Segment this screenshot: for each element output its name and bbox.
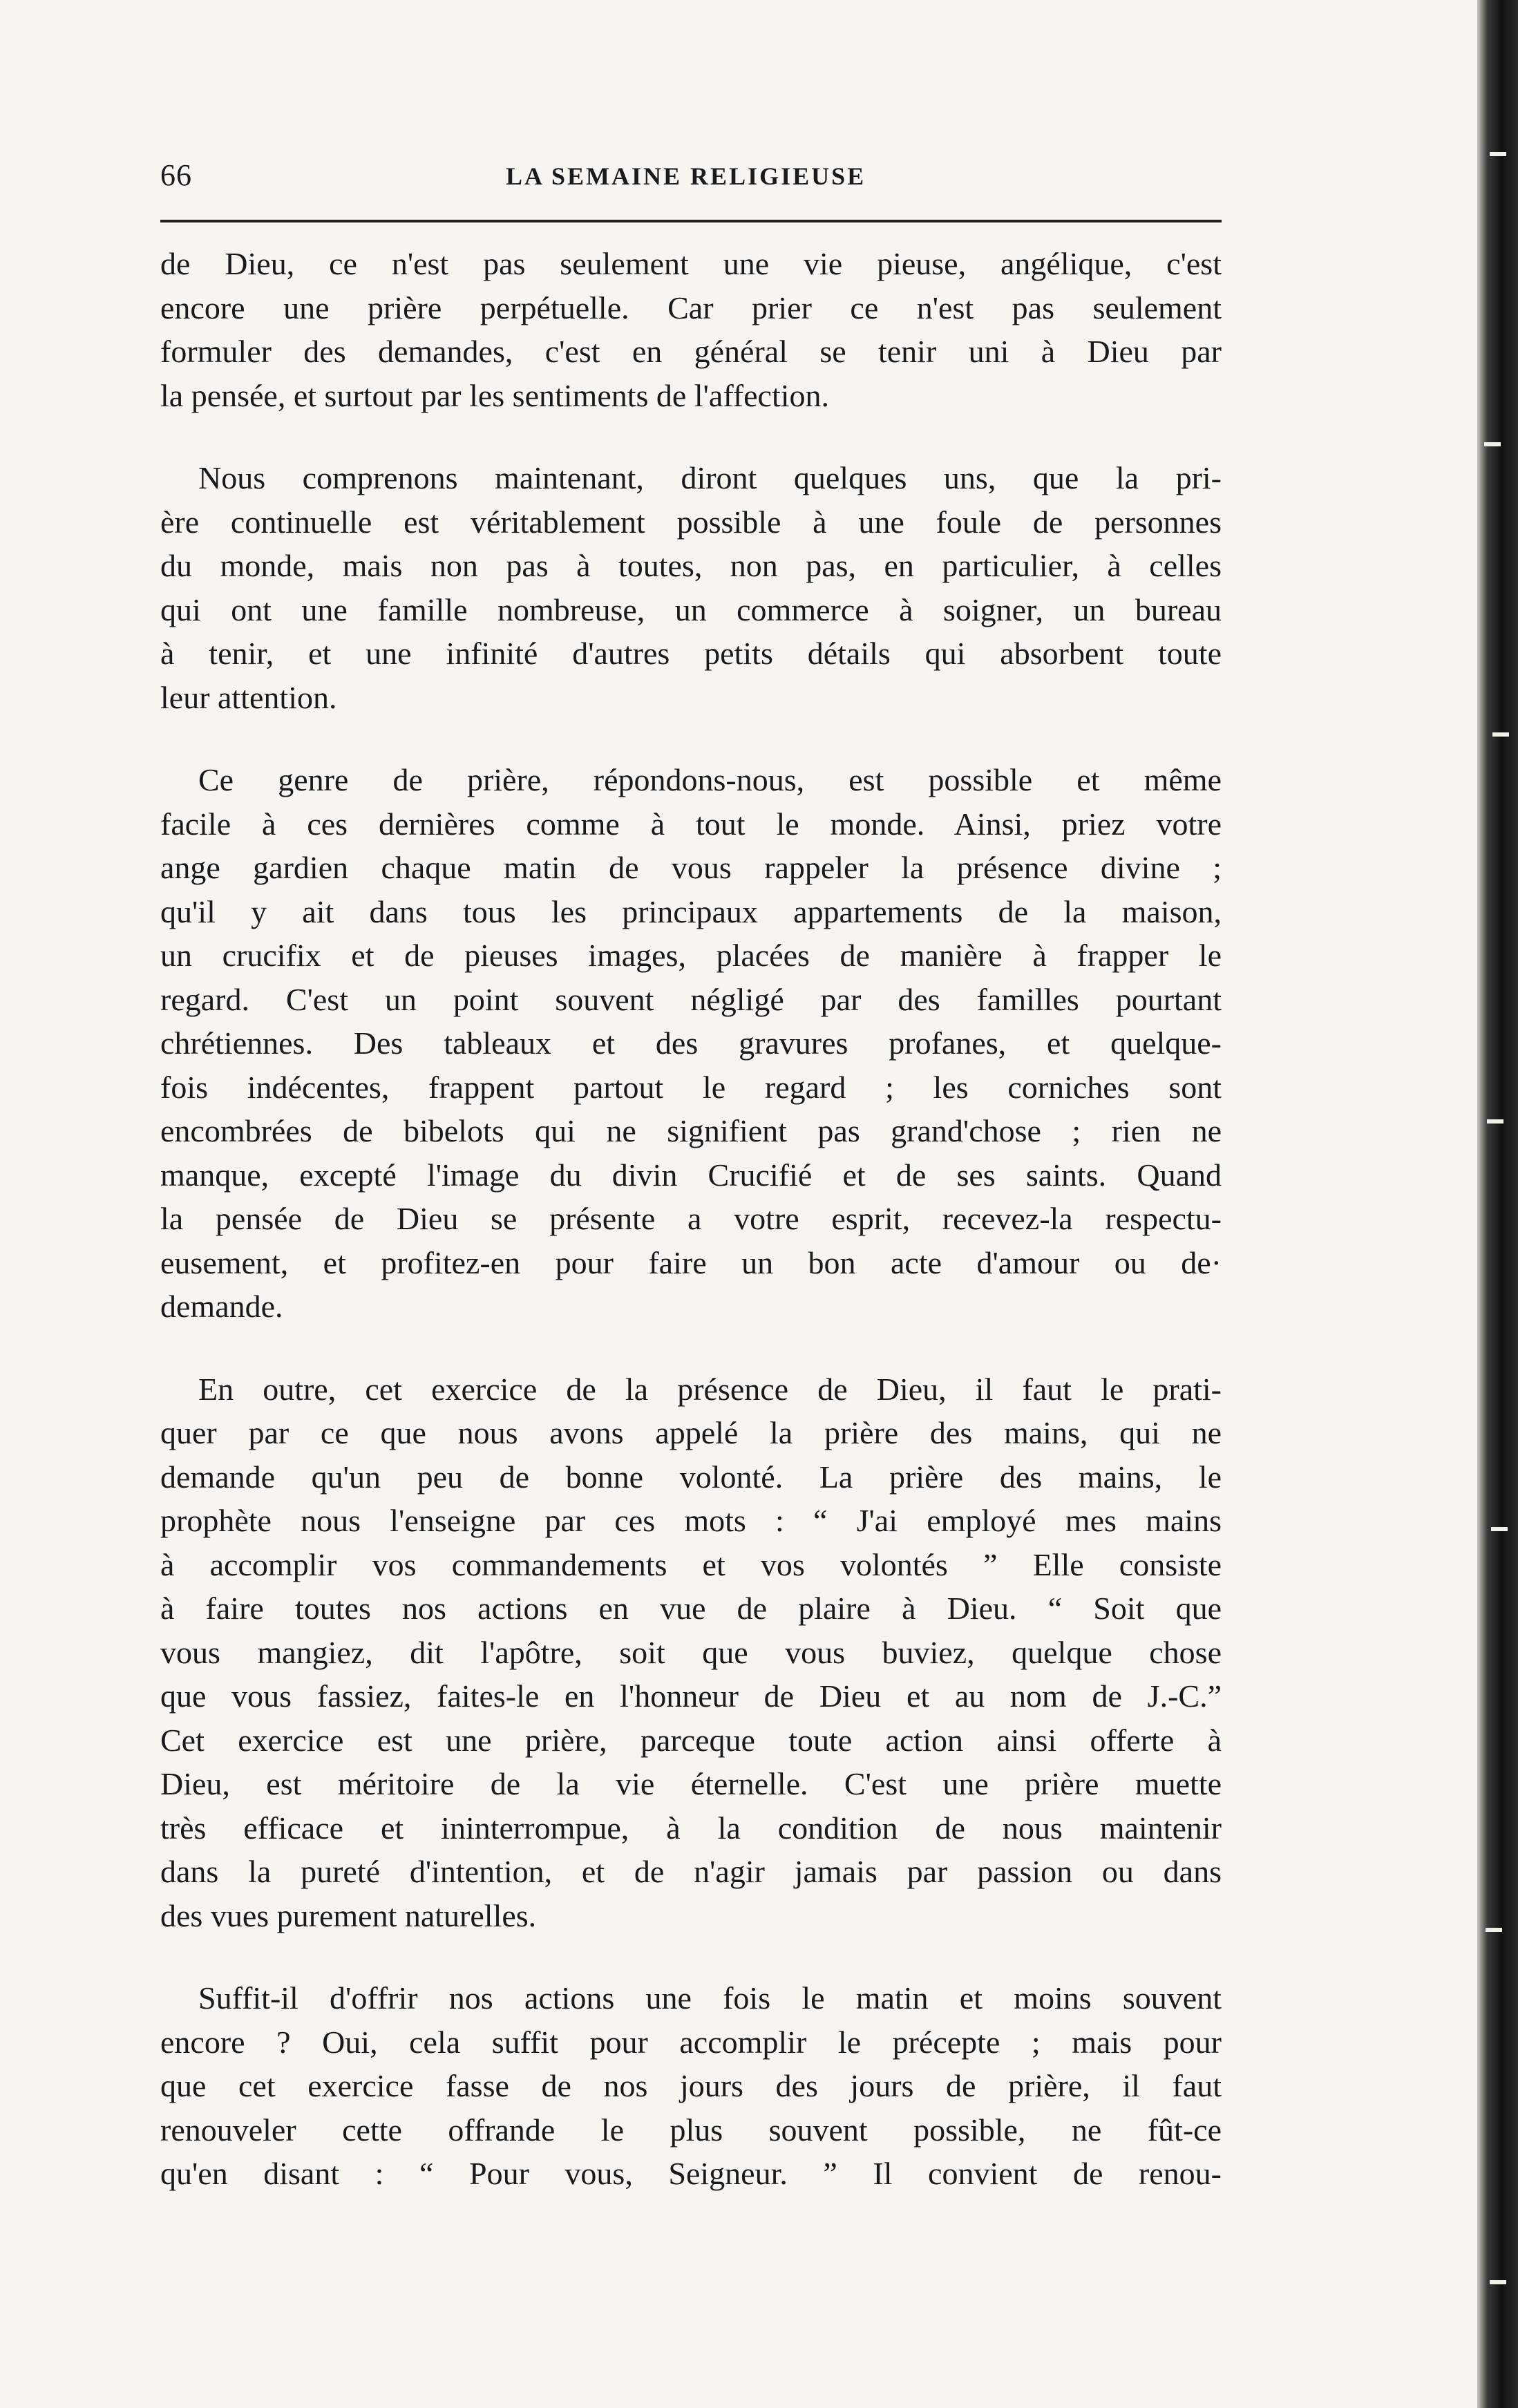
text-line: prophète nous l'enseigne par ces mots : “ J'ai employé mes mains (160, 1503, 1222, 1538)
text-line: ère continuelle est véritablement possible à une foule de personnes (160, 504, 1222, 540)
paragraph-4 (160, 1367, 1222, 1938)
text-line: Dieu, est méritoire de la vie éternelle. C'est une prière muette (160, 1766, 1222, 1801)
text-line: manque, excepté l'image du divin Crucifié et de ses saints. Quand (160, 1157, 1222, 1193)
text-line: à tenir, et une infinité d'autres petits détails qui absorbent toute (160, 636, 1222, 671)
text-line: leur attention. (160, 679, 337, 715)
text-line: chrétiennes. Des tableaux et des gravures profanes, et quelque- (160, 1025, 1222, 1061)
paragraph-5 (160, 1976, 1222, 2196)
text-line: la pensée, et surtout par les sentiments de l'affection. (160, 377, 830, 413)
text-line: encore une prière perpétuelle. Car prier ce n'est pas seulement (160, 290, 1222, 325)
text-line: quer par ce que nous avons appelé la prière des mains, qui ne (160, 1415, 1222, 1450)
header-rule (160, 220, 1222, 222)
text-line: demande qu'un peu de bonne volonté. La prière des mains, le (160, 1459, 1222, 1495)
edge-speck (1491, 1527, 1508, 1531)
text-line: Nous comprenons maintenant, diront quelques uns, que la pri- (198, 460, 1222, 495)
text-line: Suffit-il d'offrir nos actions une fois le matin et moins souvent (198, 1980, 1222, 2016)
body-text (160, 242, 1222, 2235)
text-line: que cet exercice fasse de nos jours des jours de prière, il faut (160, 2068, 1222, 2103)
text-line: de Dieu, ce n'est pas seulement une vie pieuse, angélique, c'est (160, 246, 1222, 281)
text-line: ange gardien chaque matin de vous rappeler la présence divine ; (160, 850, 1222, 885)
text-line: un crucifix et de pieuses images, placées de manière à frapper le (160, 938, 1222, 973)
text-line: à faire toutes nos actions en vue de plaire à Dieu. “ Soit que (160, 1591, 1222, 1626)
edge-speck (1484, 442, 1501, 446)
running-title: LA SEMAINE RELIGIEUSE (506, 162, 866, 190)
paragraph-3 (160, 758, 1222, 1329)
text-line: fois indécentes, frappent partout le regard ; les corniches sont (160, 1069, 1222, 1105)
text-line: que vous fassiez, faites-le en l'honneur de Dieu et au nom de J.-C.” (160, 1678, 1222, 1714)
text-line: Ce genre de prière, répondons-nous, est possible et même (198, 762, 1222, 797)
paragraph-2 (160, 456, 1222, 719)
edge-speck (1490, 2280, 1506, 2284)
text-line: demande. (160, 1289, 283, 1324)
edge-speck (1486, 1928, 1502, 1932)
text-line: encore ? Oui, cela suffit pour accomplir le précepte ; mais pour (160, 2024, 1222, 2060)
page-number: 66 (160, 158, 192, 192)
page-binding-edge (1477, 0, 1518, 2408)
text-line: des vues purement naturelles. (160, 1897, 537, 1933)
text-line: vous mangiez, dit l'apôtre, soit que vous buviez, quelque chose (160, 1634, 1222, 1670)
text-line: En outre, cet exercice de la présence de Dieu, il faut le prati- (198, 1371, 1222, 1407)
text-line: Cet exercice est une prière, parceque toute action ainsi offerte à (160, 1722, 1222, 1758)
edge-speck (1490, 152, 1506, 156)
text-line: dans la pureté d'intention, et de n'agir jamais par passion ou dans (160, 1854, 1222, 1889)
text-line: renouveler cette offrande le plus souvent possible, ne fût-ce (160, 2112, 1222, 2148)
edge-speck (1492, 732, 1509, 737)
text-line: du monde, mais non pas à toutes, non pas, en particulier, à celles (160, 548, 1222, 583)
text-line: à accomplir vos commandements et vos volontés ” Elle consiste (160, 1546, 1222, 1582)
text-line: facile à ces dernières comme à tout le monde. Ainsi, priez votre (160, 806, 1222, 842)
text-line: encombrées de bibelots qui ne signifient pas grand'chose ; rien ne (160, 1113, 1222, 1148)
text-line: qui ont une famille nombreuse, un commerce à soigner, un bureau (160, 591, 1222, 627)
text-line: qu'il y ait dans tous les principaux appartements de la maison, (160, 893, 1222, 929)
text-line: très efficace et ininterrompue, à la condition de nous maintenir (160, 1810, 1222, 1846)
paragraph-1 (160, 242, 1222, 417)
text-line: la pensée de Dieu se présente a votre esprit, recevez-la respectu- (160, 1201, 1222, 1236)
text-line: regard. C'est un point souvent négligé par des familles pourtant (160, 981, 1222, 1017)
text-line: eusement, et profitez-en pour faire un bon acte d'amour ou de· (160, 1244, 1222, 1280)
edge-speck (1487, 1119, 1503, 1124)
text-line: formuler des demandes, c'est en général se tenir uni à Dieu par (160, 334, 1222, 369)
text-line: qu'en disant : “ Pour vous, Seigneur. ” Il convient de renou- (160, 2156, 1222, 2191)
page-header (160, 158, 1222, 206)
